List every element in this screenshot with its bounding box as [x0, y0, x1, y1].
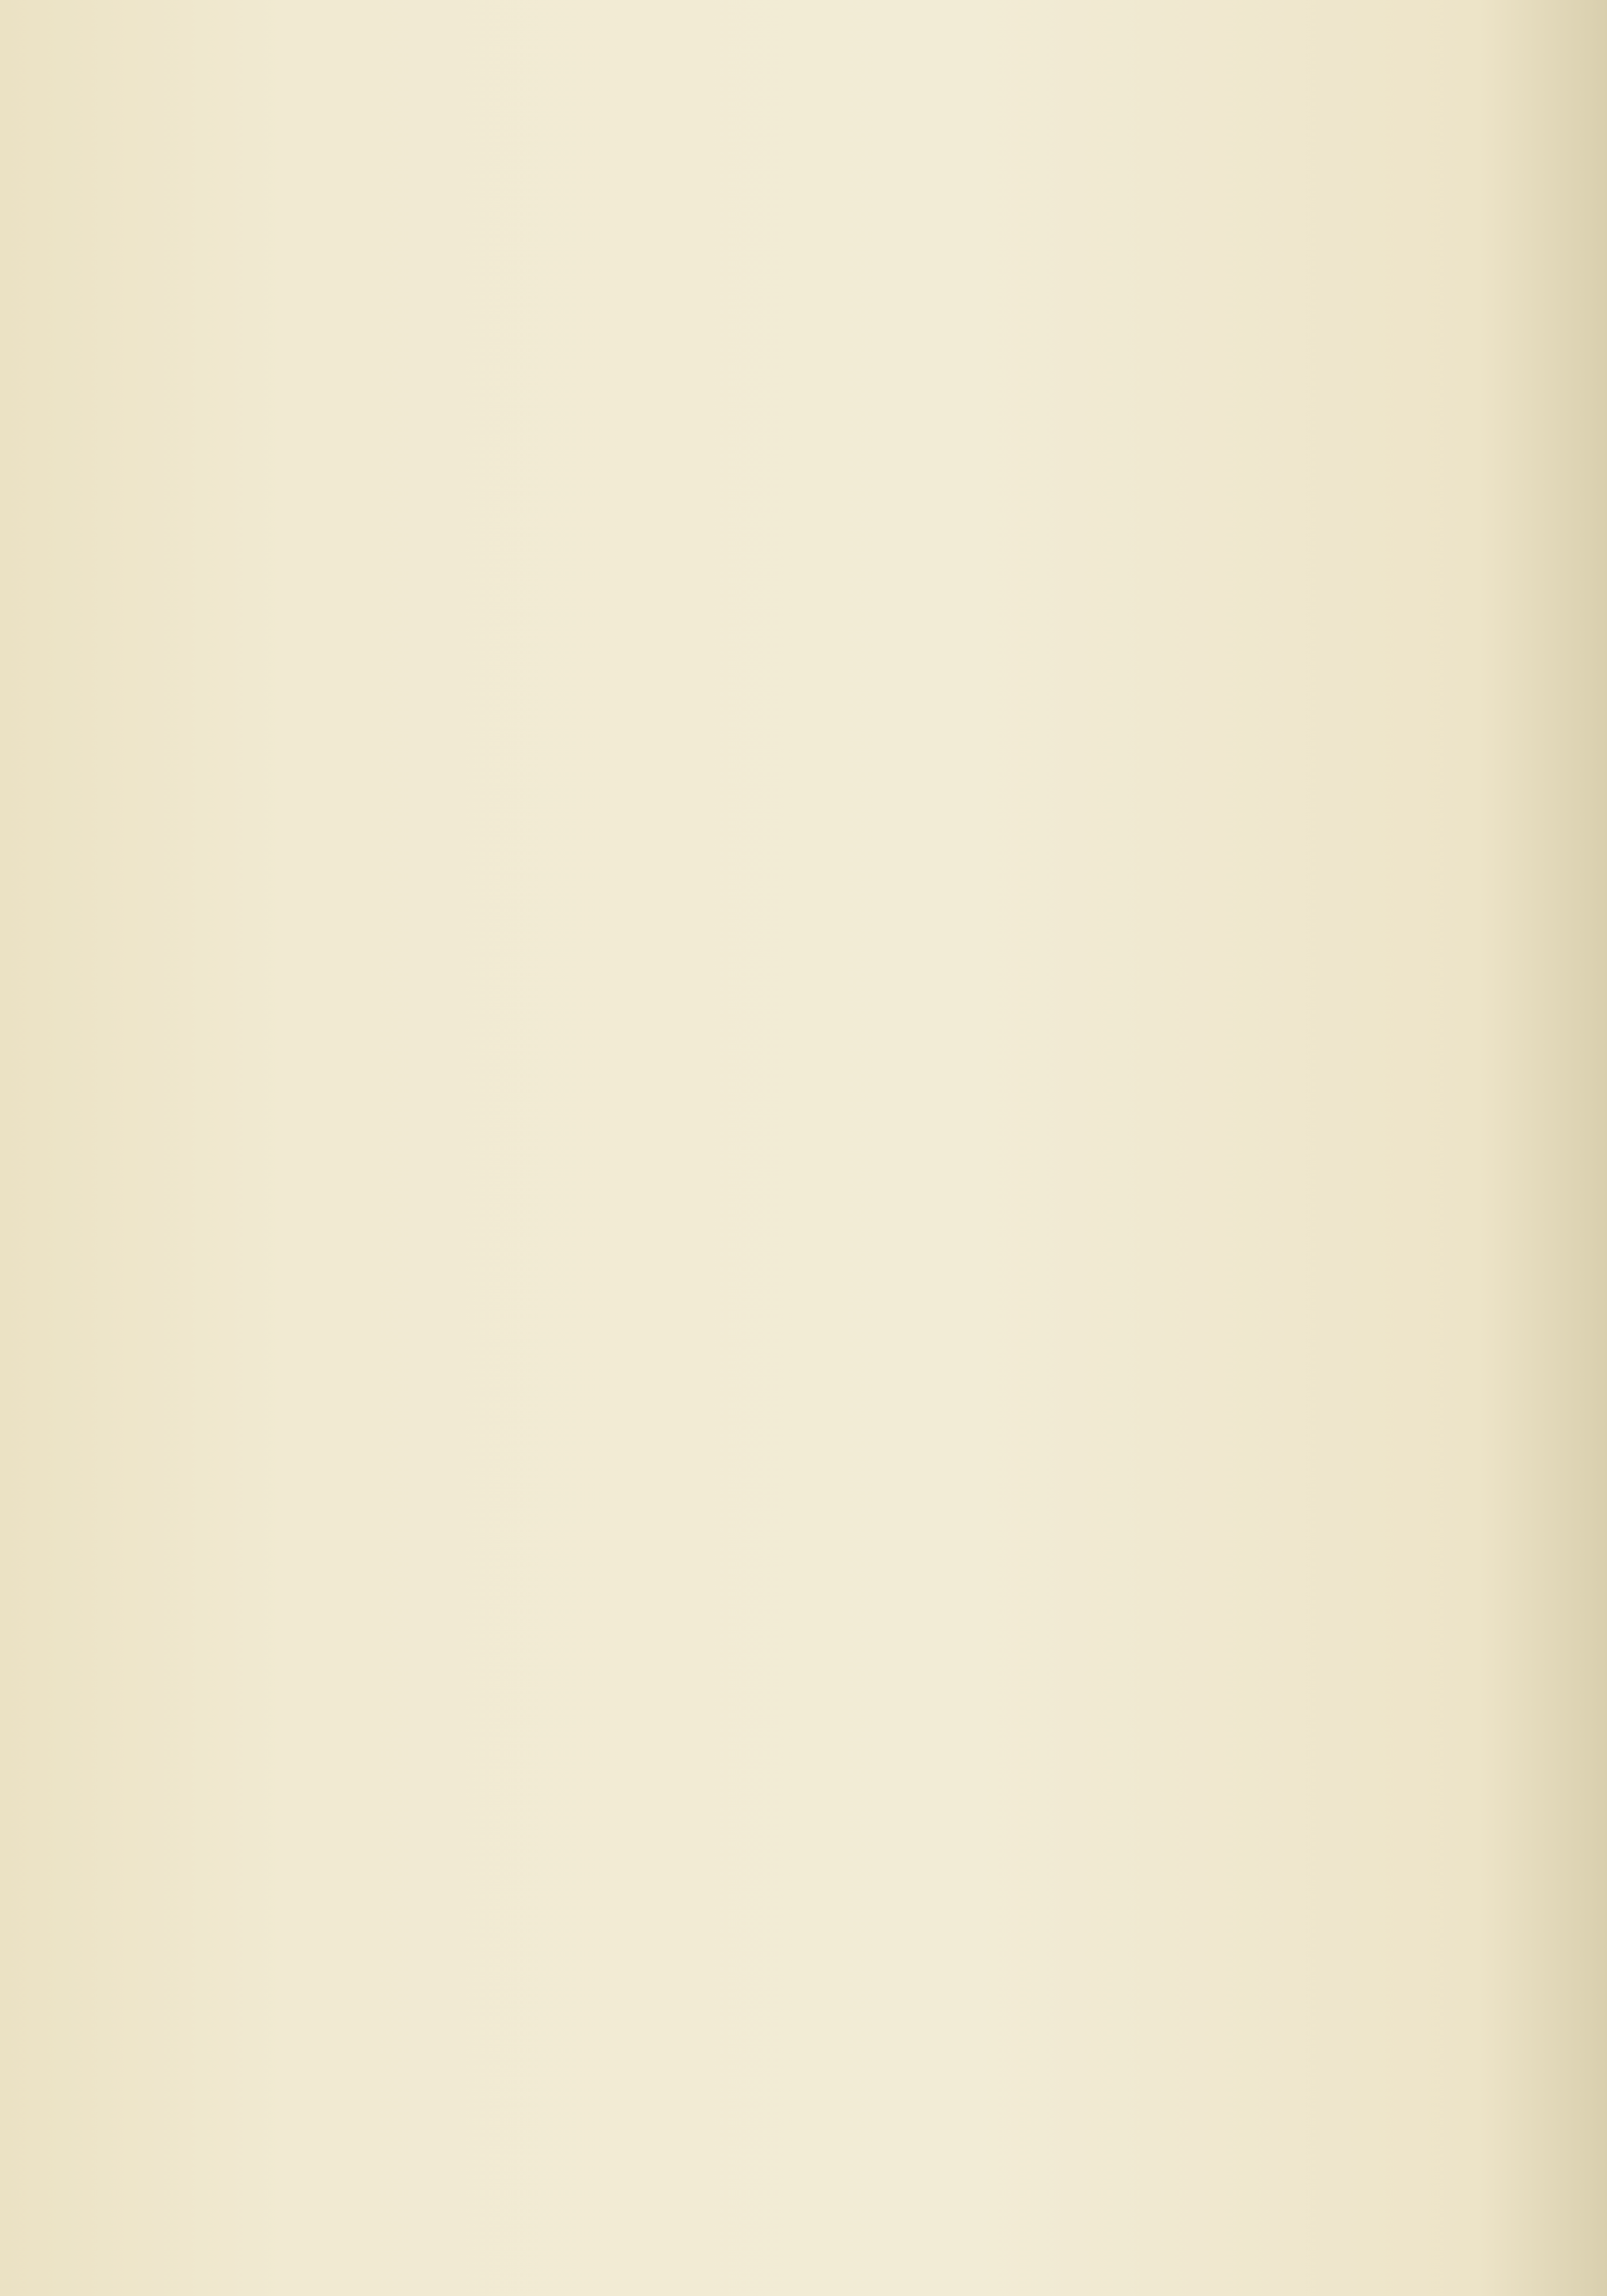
treble-staff — [151, 1708, 1470, 1789]
lyrics-block — [151, 1815, 1470, 1996]
lyric-line — [151, 408, 1470, 445]
lyric-line — [151, 1378, 1470, 1414]
treble-staff — [151, 1216, 1470, 1296]
bass-staff — [151, 1567, 1470, 1648]
lyric-line — [151, 831, 1470, 867]
lyric-line — [151, 1486, 1470, 1523]
bass-staff — [151, 573, 1470, 654]
lyric-line — [151, 1341, 1470, 1378]
lyric-line — [151, 1851, 1470, 1888]
lyric-line — [151, 976, 1470, 1012]
lyric-line — [151, 481, 1470, 517]
lyric-line — [151, 903, 1470, 940]
lyric-line — [151, 1414, 1470, 1450]
credits-line — [206, 163, 1422, 192]
bass-staff — [151, 2028, 1470, 2109]
lyrics-block — [151, 1341, 1470, 1523]
lyric-line — [151, 867, 1470, 903]
treble-staff — [151, 709, 1470, 789]
bass-staff — [151, 1059, 1470, 1140]
lyric-line — [151, 940, 1470, 976]
lyric-line — [151, 1960, 1470, 1996]
lyrics-block — [151, 336, 1470, 517]
hymn-header — [156, 97, 1475, 166]
lyric-line — [151, 1815, 1470, 1851]
lyric-line — [151, 445, 1470, 481]
treble-staff — [151, 216, 1470, 297]
lyric-line — [151, 1450, 1470, 1486]
lyrics-block — [151, 831, 1470, 1012]
lyric-line — [151, 1888, 1470, 1924]
lyric-line — [151, 336, 1470, 372]
lyric-line — [151, 1924, 1470, 1960]
lyric-line — [151, 372, 1470, 408]
